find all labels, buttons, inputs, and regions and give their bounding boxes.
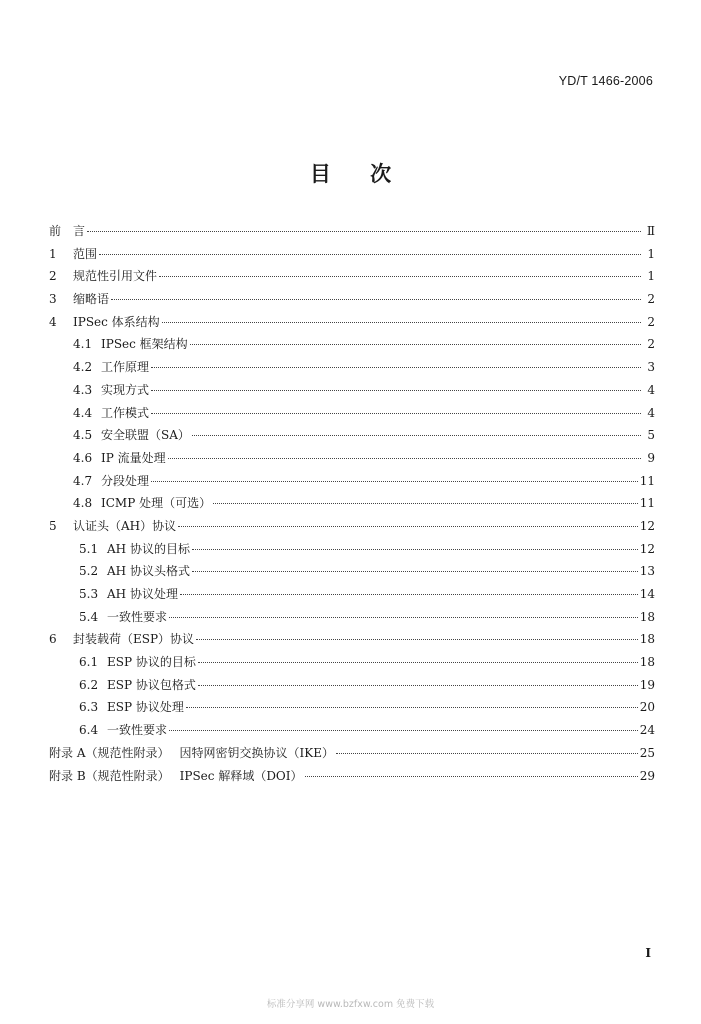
toc-leader-dots	[336, 753, 638, 754]
toc-entry[interactable]	[49, 470, 655, 493]
toc-entry-page: 5	[647, 428, 655, 443]
toc-entry-number: 5.4	[79, 609, 99, 624]
toc-leader-dots	[169, 730, 638, 731]
toc-entry-page: 20	[639, 700, 655, 715]
toc-leader-dots	[178, 526, 638, 527]
toc-entry[interactable]	[49, 447, 655, 470]
toc-entry-page: 9	[647, 450, 655, 465]
toc-entry-number: 前	[49, 224, 62, 238]
toc-entry-page: 1	[647, 246, 655, 261]
toc-entry-number: 5.3	[79, 587, 99, 601]
toc-leader-dots	[159, 276, 641, 277]
toc-entry-title: 缩略语	[73, 292, 110, 307]
toc-entry[interactable]	[49, 220, 655, 243]
title-char-2: 次	[370, 162, 392, 186]
toc-entry-title: IPSec 框架结构	[101, 337, 188, 352]
toc-entry-number: 6	[49, 632, 57, 647]
toc-leader-dots	[180, 594, 638, 595]
toc-entry[interactable]	[49, 696, 655, 719]
toc-entry-page: 12	[639, 541, 655, 556]
toc-entry[interactable]	[49, 606, 655, 629]
toc-entry-page: 24	[639, 723, 655, 738]
toc-entry-title: AH 协议的目标	[107, 541, 190, 556]
toc-entry-number: 4	[49, 314, 57, 329]
table-of-contents	[49, 220, 655, 787]
toc-entry-page: 4	[647, 382, 655, 397]
toc-entry-number: 4.1	[73, 337, 93, 352]
toc-entry-page: 2	[647, 292, 655, 307]
toc-entry-number: 2	[49, 269, 57, 284]
toc-entry-title: 封装载荷（ESP）协议	[73, 632, 195, 647]
toc-entry-page: 12	[639, 518, 655, 533]
toc-entry-number: 6.1	[79, 655, 99, 670]
title-char-1: 目	[309, 162, 331, 186]
toc-entry[interactable]	[49, 379, 655, 402]
toc-entry-title: IPSec 解释域（DOI）	[179, 768, 303, 783]
toc-leader-dots	[213, 503, 638, 504]
toc-leader-dots	[151, 481, 638, 482]
toc-entry-number: 附录 A（规范性附录）	[49, 745, 170, 760]
page-number: I	[645, 946, 651, 960]
toc-entry[interactable]	[49, 265, 655, 288]
toc-entry-number: 4.5	[73, 428, 93, 443]
toc-leader-dots	[198, 662, 638, 663]
toc-entry-page: 18	[639, 655, 655, 670]
toc-entry-page: 1	[647, 269, 655, 284]
toc-entry-page: 18	[639, 609, 655, 624]
toc-entry-page: 25	[639, 745, 655, 760]
toc-entry-title: 工作模式	[101, 405, 150, 420]
toc-entry-number: 4.6	[73, 450, 93, 465]
toc-entry[interactable]	[49, 628, 655, 651]
toc-entry-number: 5.1	[79, 541, 99, 556]
toc-entry-title: AH 协议头格式	[107, 564, 190, 579]
toc-entry[interactable]	[49, 538, 655, 561]
toc-leader-dots	[198, 685, 638, 686]
toc-leader-dots	[87, 231, 641, 232]
toc-entry-number: 1	[49, 246, 57, 261]
toc-entry-title: 因特网密钥交换协议（IKE）	[179, 745, 334, 760]
toc-entry-title: 规范性引用文件	[73, 269, 158, 284]
toc-entry[interactable]	[49, 742, 655, 765]
toc-leader-dots	[169, 617, 638, 618]
toc-leader-dots	[190, 344, 641, 345]
toc-entry[interactable]	[49, 243, 655, 266]
toc-leader-dots	[305, 776, 638, 777]
toc-entry[interactable]	[49, 674, 655, 697]
toc-entry[interactable]	[49, 515, 655, 538]
toc-entry[interactable]	[49, 492, 655, 515]
toc-entry-title: 安全联盟（SA）	[101, 428, 190, 443]
toc-leader-dots	[186, 707, 638, 708]
toc-entry-title: ESP 协议的目标	[107, 655, 196, 670]
toc-entry-title: 范围	[73, 246, 98, 261]
watermark: 标准分享网 www.bzfxw.com 免费下载	[266, 999, 435, 1010]
toc-entry-page: 18	[639, 632, 655, 647]
toc-leader-dots	[192, 571, 638, 572]
toc-entry[interactable]	[49, 356, 655, 379]
toc-entry-title: 一致性要求	[107, 723, 168, 738]
document-code: YD/T 1466-2006	[558, 74, 653, 88]
toc-entry-page: Ⅱ	[646, 224, 655, 238]
toc-entry-number: 5.2	[79, 564, 99, 579]
toc-entry-number: 5	[49, 518, 57, 533]
toc-entry-page: 19	[639, 677, 655, 692]
toc-entry-title: 一致性要求	[107, 609, 168, 624]
toc-entry[interactable]	[49, 288, 655, 311]
toc-entry-number: 4.4	[73, 405, 93, 420]
toc-entry-title: 言	[73, 224, 86, 238]
toc-entry[interactable]	[49, 333, 655, 356]
toc-entry-page: 13	[639, 564, 655, 579]
toc-entry-title: IP 流量处理	[101, 450, 166, 465]
toc-leader-dots	[192, 435, 641, 436]
toc-entry-title: ESP 协议处理	[107, 700, 184, 715]
toc-entry[interactable]	[49, 560, 655, 583]
toc-entry-page: 2	[647, 314, 655, 329]
toc-leader-dots	[168, 458, 641, 459]
toc-leader-dots	[192, 549, 638, 550]
toc-entry-title: ICMP 处理（可选）	[101, 496, 212, 511]
toc-entry[interactable]	[49, 311, 655, 334]
toc-entry-number: 6.2	[79, 677, 99, 692]
toc-entry-number: 附录 B（规范性附录）	[49, 768, 170, 783]
toc-entry-number: 3	[49, 292, 57, 307]
toc-leader-dots	[111, 299, 641, 300]
toc-entry-page: 14	[639, 587, 655, 601]
toc-leader-dots	[151, 367, 641, 368]
toc-leader-dots	[196, 639, 638, 640]
toc-entry[interactable]	[49, 583, 655, 606]
toc-entry-number: 6.3	[79, 700, 99, 715]
toc-entry[interactable]	[49, 424, 655, 447]
toc-entry[interactable]	[49, 719, 655, 742]
toc-entry-number: 4.2	[73, 360, 93, 375]
toc-entry-page: 4	[647, 405, 655, 420]
toc-entry-title: AH 协议处理	[107, 587, 178, 601]
toc-entry-number: 6.4	[79, 723, 99, 738]
toc-entry[interactable]	[49, 402, 655, 425]
page-title	[0, 158, 701, 188]
toc-entry-title: ESP 协议包格式	[107, 677, 196, 692]
toc-entry-title: IPSec 体系结构	[73, 314, 160, 329]
toc-entry-page: 11	[639, 473, 655, 488]
toc-leader-dots	[99, 254, 641, 255]
toc-entry-title: 认证头（AH）协议	[73, 518, 177, 533]
toc-leader-dots	[151, 413, 641, 414]
toc-entry-page: 29	[639, 768, 655, 783]
toc-entry-page: 11	[639, 496, 655, 511]
toc-entry-title: 工作原理	[101, 360, 150, 375]
toc-entry[interactable]	[49, 651, 655, 674]
toc-entry-page: 2	[647, 337, 655, 352]
toc-entry[interactable]	[49, 765, 655, 788]
toc-entry-page: 3	[647, 360, 655, 375]
toc-entry-title: 实现方式	[101, 382, 150, 397]
toc-entry-number: 4.3	[73, 382, 93, 397]
toc-entry-title: 分段处理	[101, 473, 150, 488]
toc-leader-dots	[162, 322, 641, 323]
toc-entry-number: 4.8	[73, 496, 93, 511]
toc-entry-number: 4.7	[73, 473, 93, 488]
toc-leader-dots	[151, 390, 641, 391]
